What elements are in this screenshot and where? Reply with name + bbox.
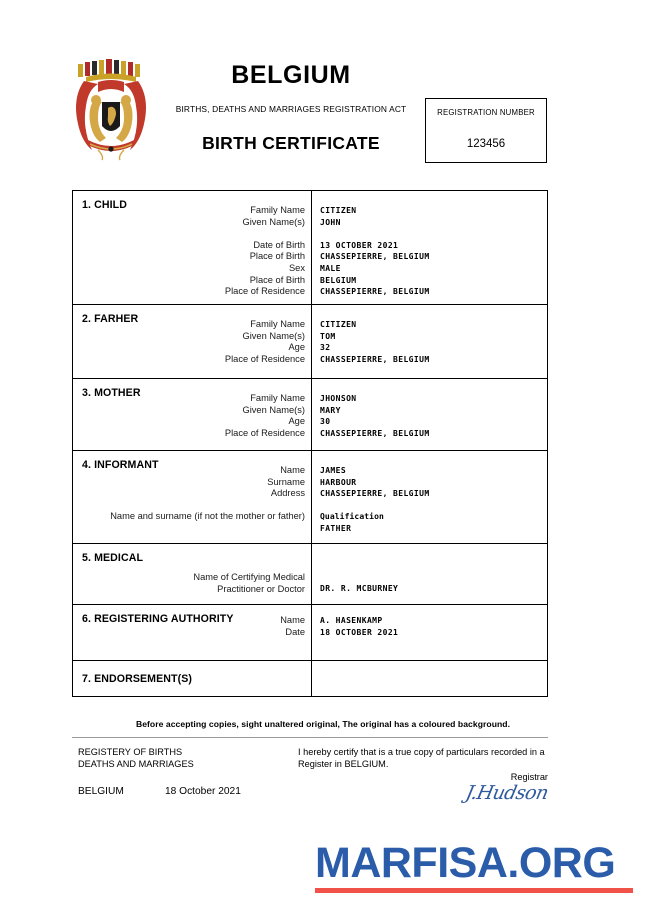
value-place-of-birth-country: BELGIUM: [320, 275, 357, 285]
label-family-name: Family Name: [250, 205, 305, 215]
value-place-of-residence: CHASSEPIERRE, BELGIUM: [320, 287, 430, 297]
value-authority-name: A. HASENKAMP: [320, 616, 383, 625]
section-informant-title: 4. INFORMANT: [82, 459, 159, 471]
label-place-of-residence: Place of Residence: [224, 353, 305, 364]
section-mother-title: 3. MOTHER: [82, 387, 141, 399]
section-mother-values: [312, 379, 547, 450]
value-spacer: [320, 500, 430, 512]
section-endorsements-title: 7. ENDORSEMENT(S): [82, 673, 193, 685]
registrar-signature: J.Hudson: [463, 782, 551, 804]
value-doctor-name: DR. R. MCBURNEY: [320, 584, 399, 593]
label-spacer: [225, 228, 305, 240]
section-mother-labels: [73, 379, 312, 450]
registry-line-2: DEATHS AND MARRIAGES: [78, 759, 194, 769]
section-authority-title: 6. REGISTERING AUTHORITY: [82, 613, 234, 625]
label-place-of-birth: Place of Birth: [249, 251, 305, 262]
label-name-and-surname-qualifier: Name and surname (if not the mother or father): [110, 511, 305, 522]
registry-line-1: REGISTERY OF BIRTHS: [78, 747, 183, 757]
certificate-header: [0, 0, 646, 180]
value-given-names: MARY: [320, 405, 341, 415]
certify-line-1: I hereby certify that is a true copy of particulars recorded in a: [298, 747, 545, 757]
section-informant-labels: [73, 451, 312, 543]
section-child: [73, 191, 547, 305]
section-medical-title: 5. MEDICAL: [82, 552, 144, 564]
country-title: BELGIUM: [231, 61, 351, 89]
label-sex: Sex: [288, 262, 305, 273]
section-endorsements: [73, 661, 547, 697]
value-surname: HARBOUR: [320, 477, 357, 487]
value-age: 32: [320, 343, 331, 353]
label-certifying-medical-line1: Name of Certifying Medical: [193, 572, 305, 582]
registration-number-value: 123456: [466, 138, 506, 150]
value-place-of-birth: CHASSEPIERRE, BELGIUM: [320, 252, 430, 262]
value-family-name: CITIZEN: [320, 320, 357, 329]
label-age: Age: [288, 416, 305, 427]
certify-line-2: Register in BELGIUM.: [298, 759, 389, 769]
section-child-title: 1. CHILD: [82, 199, 127, 211]
value-place-of-residence: CHASSEPIERRE, BELGIUM: [320, 428, 430, 438]
label-surname: Surname: [267, 476, 305, 487]
label-place-of-birth-country: Place of Birth: [249, 274, 305, 285]
section-father-values: [312, 305, 547, 378]
registration-number-box: [425, 98, 547, 163]
section-registering-authority: [73, 605, 547, 661]
label-name: Name: [280, 465, 305, 475]
label-family-name: Family Name: [250, 319, 305, 329]
section-medical: [73, 544, 547, 605]
value-qualification: FATHER: [320, 523, 352, 533]
section-informant-values: [312, 451, 547, 543]
label-age: Age: [288, 342, 305, 353]
registry-block: [78, 746, 194, 770]
label-place-of-residence: Place of Residence: [224, 427, 305, 438]
registrar-label: Registrar: [510, 772, 548, 782]
label-name: Name: [280, 615, 305, 625]
label-address: Address: [270, 488, 305, 499]
label-spacer: [110, 500, 305, 512]
section-mother: [73, 379, 547, 451]
label-certifying-medical-line2: Practitioner or Doctor: [217, 583, 305, 594]
certification-statement: [298, 746, 548, 770]
value-sex: MALE: [320, 263, 341, 273]
footer-country: BELGIUM: [78, 786, 124, 797]
section-endorsements-labels: [73, 661, 312, 696]
value-age: 30: [320, 417, 331, 427]
label-place-of-residence: Place of Residence: [224, 286, 305, 297]
section-informant: [73, 451, 547, 544]
label-family-name: Family Name: [250, 393, 305, 403]
label-date: Date: [285, 626, 305, 637]
value-given-names: JOHN: [320, 217, 341, 227]
title-block: [160, 60, 422, 154]
section-endorsements-values: [312, 661, 547, 696]
watermark-text: MARFISA.ORG: [315, 839, 616, 887]
certificate-form-table: [72, 190, 548, 697]
value-date-of-birth: 13 OCTOBER 2021: [320, 240, 399, 250]
footer-divider: [72, 737, 548, 738]
section-medical-values: [312, 544, 547, 604]
registration-act-line: BIRTHS, DEATHS AND MARRIAGES REGISTRATION ACT: [175, 104, 407, 114]
watermark-underline: [315, 888, 633, 893]
value-family-name: CITIZEN: [320, 206, 357, 215]
belgium-coat-of-arms-icon: [68, 56, 154, 164]
value-address: CHASSEPIERRE, BELGIUM: [320, 489, 430, 499]
section-child-labels: [73, 191, 312, 304]
section-father: [73, 305, 547, 379]
document-title: BIRTH CERTIFICATE: [202, 133, 380, 153]
copy-notice: Before accepting copies, sight unaltered original, The original has a coloured background.: [135, 719, 511, 729]
section-child-values: [312, 191, 547, 304]
registration-number-label: REGISTRATION NUMBER: [437, 108, 535, 117]
value-given-names: TOM: [320, 331, 336, 341]
marfisa-watermark: [315, 840, 635, 893]
value-place-of-residence: CHASSEPIERRE, BELGIUM: [320, 354, 430, 364]
label-given-names: Given Name(s): [242, 330, 305, 341]
section-father-title: 2. FARHER: [82, 313, 139, 325]
label-given-names: Given Name(s): [242, 216, 305, 227]
value-qualification-label: Qualification: [320, 512, 384, 522]
label-given-names: Given Name(s): [242, 404, 305, 415]
section-father-labels: [73, 305, 312, 378]
footer-date: 18 October 2021: [165, 786, 241, 797]
value-name: JAMES: [320, 466, 347, 475]
section-authority-labels: [73, 605, 312, 660]
value-authority-date: 18 OCTOBER 2021: [320, 627, 399, 637]
value-spacer: [320, 228, 430, 240]
section-authority-values: [312, 605, 547, 660]
value-family-name: JHONSON: [320, 394, 357, 403]
section-medical-labels: [73, 544, 312, 604]
label-date-of-birth: Date of Birth: [253, 239, 305, 250]
